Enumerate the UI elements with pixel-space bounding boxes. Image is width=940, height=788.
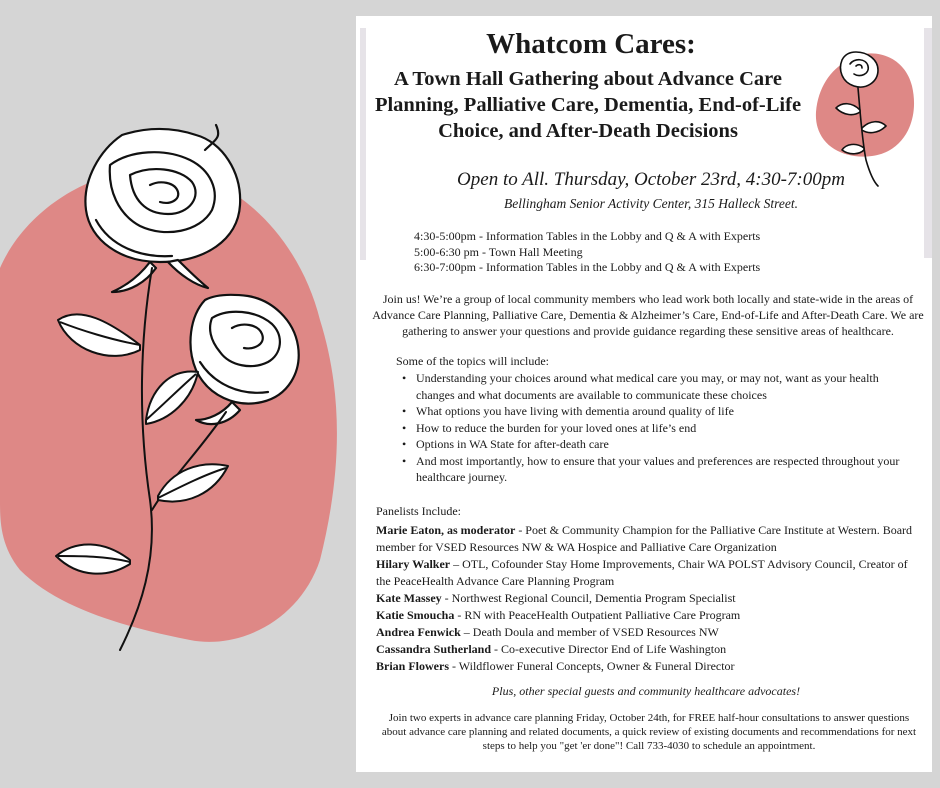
panelist-name: Hilary Walker [376,557,451,571]
panelist-role: – OTL, Cofounder Stay Home Improvements, Chair WA POLST Advisory Council, Creator of the PeaceHealth Advance Care Planning Program [376,557,908,588]
schedule-item: 5:00-6:30 pm - Town Hall Meeting [414,244,583,259]
panelist-name: Brian Flowers [376,659,449,673]
panelist-item [376,658,921,675]
page-title: Whatcom Cares: [486,28,696,60]
topic-item: • And most importantly, how to ensure that your values and preferences are respected throughout your healthcare journey. [400,453,900,486]
schedule-item: 4:30-5:00pm - Information Tables in the Lobby and Q & A with Experts [414,229,761,243]
closing-paragraph: Join two experts in advance care planning Friday, October 24th, for FREE half-hour consultations to answer questions about advance care planning and related documents, a quick review of existing documents and recommendations for next steps to help you "get 'er done"! Call 733-4030 to schedule an appointment. [381,712,917,752]
intro-paragraph: Join us! We’re a group of local community members who lead work both locally and state-wide in the areas of Advance Care Planning, Palliative Care, Dementia & Alzheimer’s Care, End-of-Life and After-Death Care. We are gathering to answer your questions and provide guidance regarding these sensitive areas of healthcare. [372,292,924,338]
panelist-item [376,624,921,641]
flyer-page [356,16,932,772]
accent-bar [924,28,932,258]
panelist-name: Marie Eaton, as moderator [376,523,516,537]
event-date-line: Open to All. Thursday, October 23rd, 4:30-7:00pm [457,169,845,190]
topic-item: • Options in WA State for after-death care [400,436,900,453]
panelist-item [376,590,921,607]
panelist-item [376,641,921,658]
schedule-item: 6:30-7:00pm - Information Tables in the Lobby and Q & A with Experts [414,260,761,274]
panelist-role: - Wildflower Funeral Concepts, Owner & Funeral Director [449,659,735,673]
panelist-name: Cassandra Sutherland [376,642,492,656]
rose-illustration [0,0,356,788]
guests-note: Plus, other special guests and community healthcare advocates! [491,684,801,698]
topics-list [400,370,900,486]
panelist-role: - Poet & Community Champion for the Palliative Care Institute at Western. Board member for VSED Resources NW & WA Hospice and Palliative Care Organization [376,523,913,554]
panelist-name: Andrea Fenwick [376,625,461,639]
panelists-list [376,522,921,675]
panelist-name: Kate Massey [376,591,442,605]
panelist-name: Katie Smoucha [376,608,455,622]
schedule-list [414,229,894,276]
panelist-item [376,556,921,590]
event-venue: Bellingham Senior Activity Center, 315 Halleck Street. [504,196,798,211]
topics-heading: Some of the topics will include: [396,354,549,368]
panelist-role: – Death Doula and member of VSED Resources NW [460,625,719,639]
panelist-role: - Northwest Regional Council, Dementia Program Specialist [441,591,736,605]
topic-item: • What options you have living with dementia around quality of life [400,403,900,420]
topic-item: • How to reduce the burden for your loved ones at life’s end [400,420,900,437]
page-subtitle: A Town Hall Gathering about Advance Care Planning, Palliative Care, Dementia, End-of-Life Choice, and After-Death Decisions [374,68,802,142]
topic-item: • Understanding your choices around what medical care you may, or may not, want as your health changes and what documents are available to communicate these choices [400,370,900,403]
panelist-item [376,607,921,624]
panelist-item [376,522,921,556]
panelists-heading: Panelists Include: [376,504,461,518]
panelist-role: - Co-executive Director End of Life Washington [491,642,727,656]
accent-bar [360,28,366,260]
rose-icon [808,40,920,190]
panelist-role: - RN with PeaceHealth Outpatient Palliative Care Program [454,608,741,622]
